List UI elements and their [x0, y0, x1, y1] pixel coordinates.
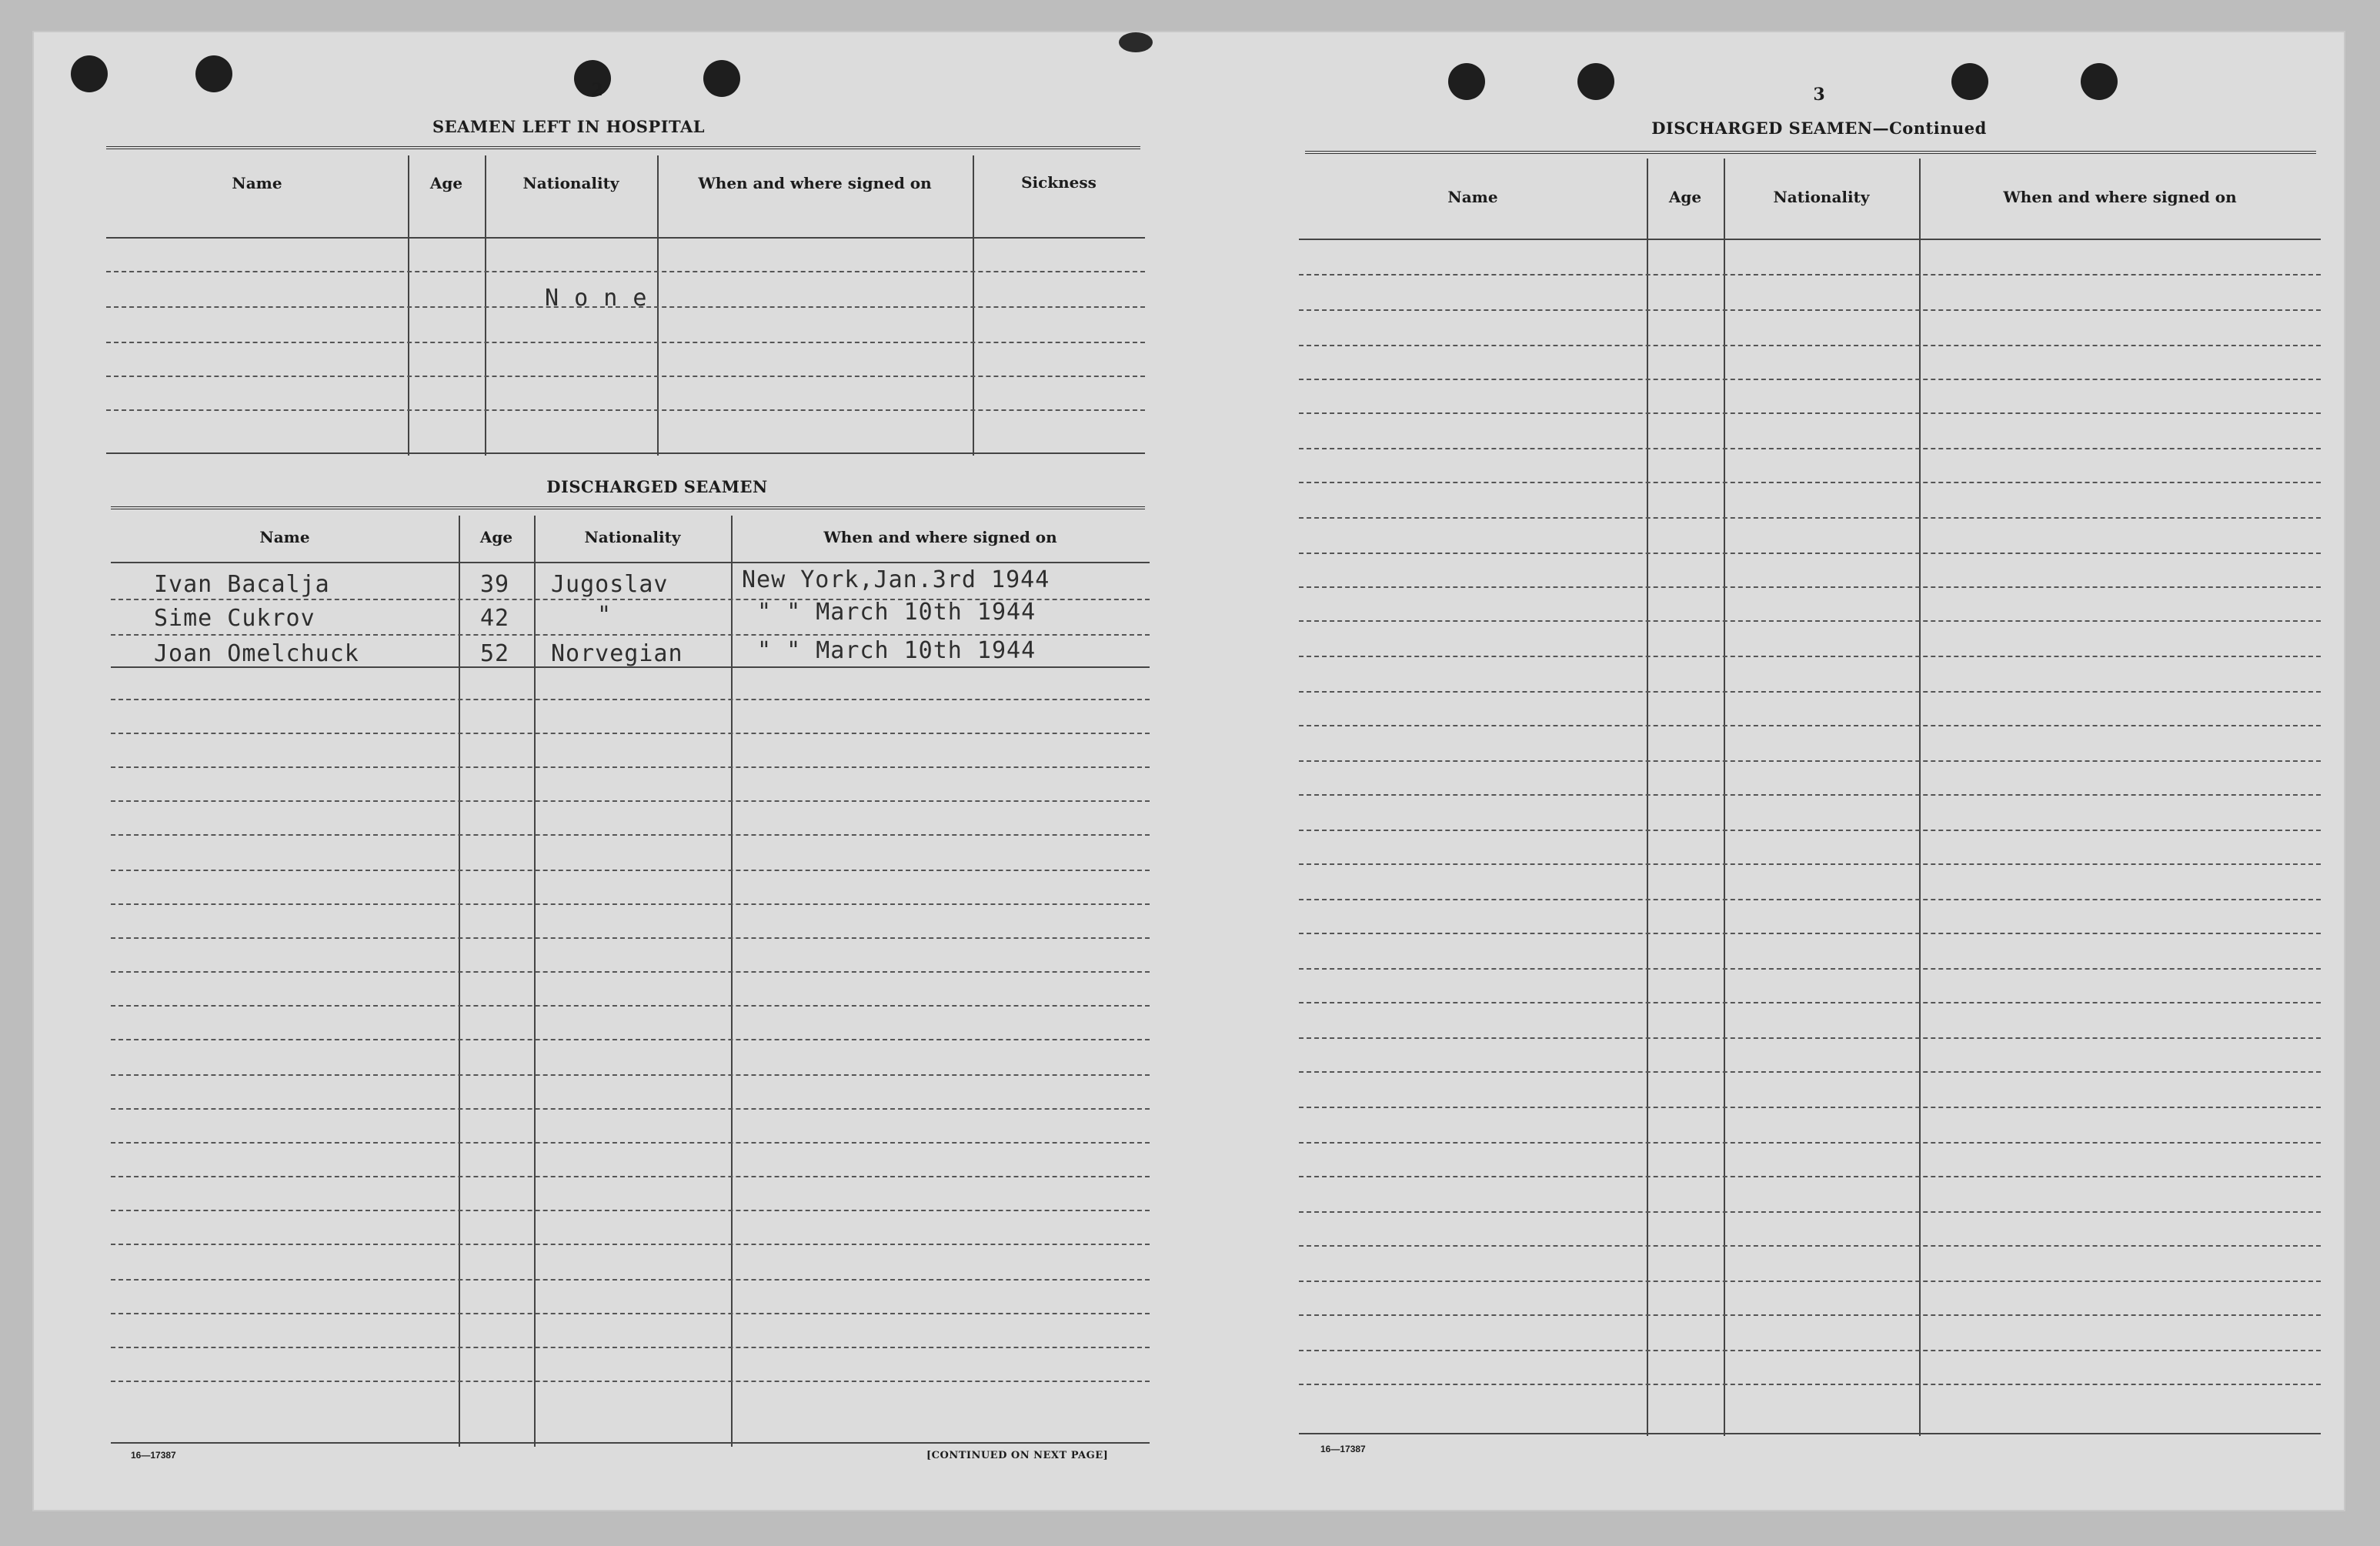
seaman-age: 39	[480, 571, 510, 598]
column-divider	[534, 516, 536, 1447]
header-rule	[111, 506, 1145, 509]
row-line	[1299, 691, 2321, 693]
column-header-age: Age	[479, 528, 513, 546]
seaman-nationality: "	[597, 602, 613, 629]
row-line	[111, 1176, 1150, 1177]
column-header-nationality: Nationality	[1773, 188, 1870, 206]
row-line	[1299, 1037, 2321, 1039]
row-line	[111, 1039, 1150, 1040]
row-line	[1299, 1071, 2321, 1073]
row-line	[1299, 899, 2321, 900]
row-line	[111, 1005, 1150, 1007]
column-divider	[459, 516, 460, 1447]
column-divider	[1724, 159, 1725, 1436]
row-line	[106, 271, 1145, 272]
row-line	[111, 1074, 1150, 1076]
punch-hole	[1951, 63, 1988, 100]
row-line	[1299, 586, 2321, 588]
row-line	[111, 800, 1150, 802]
seaman-signed-on: " " March 10th 1944	[757, 599, 1036, 626]
column-header-nationality: Nationality	[584, 528, 681, 546]
form-number: 16—17387	[131, 1450, 176, 1461]
seaman-name: Sime Cukrov	[154, 605, 315, 632]
row-line	[111, 1210, 1150, 1211]
right-page	[1188, 32, 2344, 1510]
row-line	[1299, 968, 2321, 970]
punch-hole	[71, 55, 108, 92]
row-line	[1299, 309, 2321, 311]
column-header-name: Name	[232, 174, 282, 192]
row-line	[111, 1142, 1150, 1144]
column-header-age: Age	[429, 174, 463, 192]
punch-hole	[703, 60, 740, 97]
punch-hole	[195, 55, 232, 92]
row-line	[1299, 482, 2321, 483]
row-line	[111, 870, 1150, 871]
row-line	[1299, 448, 2321, 449]
row-line	[111, 1244, 1150, 1245]
header-rule	[1305, 151, 2316, 154]
column-header-name: Name	[1447, 188, 1498, 206]
row-line	[1299, 1384, 2321, 1385]
seaman-name: Joan Omelchuck	[154, 640, 359, 667]
row-line	[1299, 1176, 2321, 1177]
row-line	[1299, 379, 2321, 380]
row-line	[1299, 933, 2321, 934]
form-number: 16—17387	[1320, 1444, 1366, 1454]
hospital-section-title: SEAMEN LEFT IN HOSPITAL	[432, 117, 706, 136]
header-bottom-rule	[1299, 239, 2321, 240]
row-line	[1299, 517, 2321, 519]
column-divider	[1919, 159, 1921, 1436]
row-line	[1299, 345, 2321, 346]
punch-hole	[1577, 63, 1614, 100]
row-line	[111, 971, 1150, 973]
discharged-continued-title: DISCHARGED SEAMEN—Continued	[1651, 119, 1987, 138]
table-bottom-rule	[111, 1442, 1150, 1444]
row-line	[111, 834, 1150, 836]
seaman-nationality: Norvegian	[551, 640, 683, 667]
seaman-signed-on: New York,Jan.3rd 1944	[742, 566, 1050, 593]
row-line	[1299, 1002, 2321, 1003]
punch-hole	[1448, 63, 1485, 100]
table-bottom-rule	[106, 452, 1145, 454]
row-line	[1299, 1245, 2321, 1247]
row-line	[106, 409, 1145, 411]
row-line	[1299, 620, 2321, 622]
column-header-name: Name	[259, 528, 310, 546]
discharged-section-title: DISCHARGED SEAMEN	[546, 477, 768, 496]
row-line	[1299, 656, 2321, 657]
row-line	[1299, 1314, 2321, 1316]
column-divider	[1647, 159, 1648, 1436]
row-line	[1299, 412, 2321, 414]
row-line	[1299, 1350, 2321, 1351]
page-number: 2	[591, 80, 603, 100]
row-line	[111, 1381, 1150, 1382]
seaman-signed-on: " " March 10th 1944	[757, 637, 1036, 664]
row-line	[111, 1347, 1150, 1348]
discharged-continued-table	[1299, 159, 2321, 1436]
seaman-name: Ivan Bacalja	[154, 571, 330, 598]
row-line	[111, 766, 1150, 768]
header-rule	[106, 146, 1140, 149]
row-line	[111, 1313, 1150, 1314]
row-line	[1299, 274, 2321, 275]
document-sheet	[34, 32, 2344, 1510]
row-line	[106, 342, 1145, 343]
row-line	[111, 1108, 1150, 1110]
column-header-sickness: Sickness	[1021, 173, 1097, 192]
row-line	[1299, 553, 2321, 554]
row-line	[1299, 1281, 2321, 1282]
row-line	[111, 699, 1150, 700]
column-header-nationality: Nationality	[522, 174, 619, 192]
row-line	[1299, 760, 2321, 762]
row-line	[1299, 1107, 2321, 1108]
hospital-none-entry: N o n e	[545, 285, 648, 312]
row-line	[1299, 1211, 2321, 1213]
row-line	[1299, 830, 2321, 831]
row-line	[111, 937, 1150, 939]
column-header-signed-on: When and where signed on	[823, 528, 1057, 546]
row-line	[1299, 725, 2321, 726]
column-header-signed-on: When and where signed on	[698, 174, 932, 192]
seaman-nationality: Jugoslav	[551, 571, 669, 598]
row-line	[111, 733, 1150, 734]
seaman-age: 42	[480, 605, 510, 632]
row-line	[111, 634, 1150, 636]
row-line	[111, 903, 1150, 905]
column-header-signed-on: When and where signed on	[2003, 188, 2237, 206]
row-line	[1299, 863, 2321, 865]
row-line	[1299, 1142, 2321, 1144]
row-line	[1299, 794, 2321, 796]
column-divider	[731, 516, 733, 1447]
page-number: 3	[1813, 85, 1825, 105]
header-bottom-rule	[106, 237, 1145, 239]
header-bottom-rule	[111, 562, 1150, 563]
continued-note: [CONTINUED ON NEXT PAGE]	[926, 1450, 1109, 1461]
seaman-age: 52	[480, 640, 510, 667]
punch-hole	[2081, 63, 2118, 100]
column-header-age: Age	[1668, 188, 1702, 206]
row-line	[111, 1279, 1150, 1281]
left-page	[34, 32, 1188, 1510]
row-line	[106, 376, 1145, 377]
ink-blot	[1119, 32, 1153, 52]
table-bottom-rule	[1299, 1433, 2321, 1434]
